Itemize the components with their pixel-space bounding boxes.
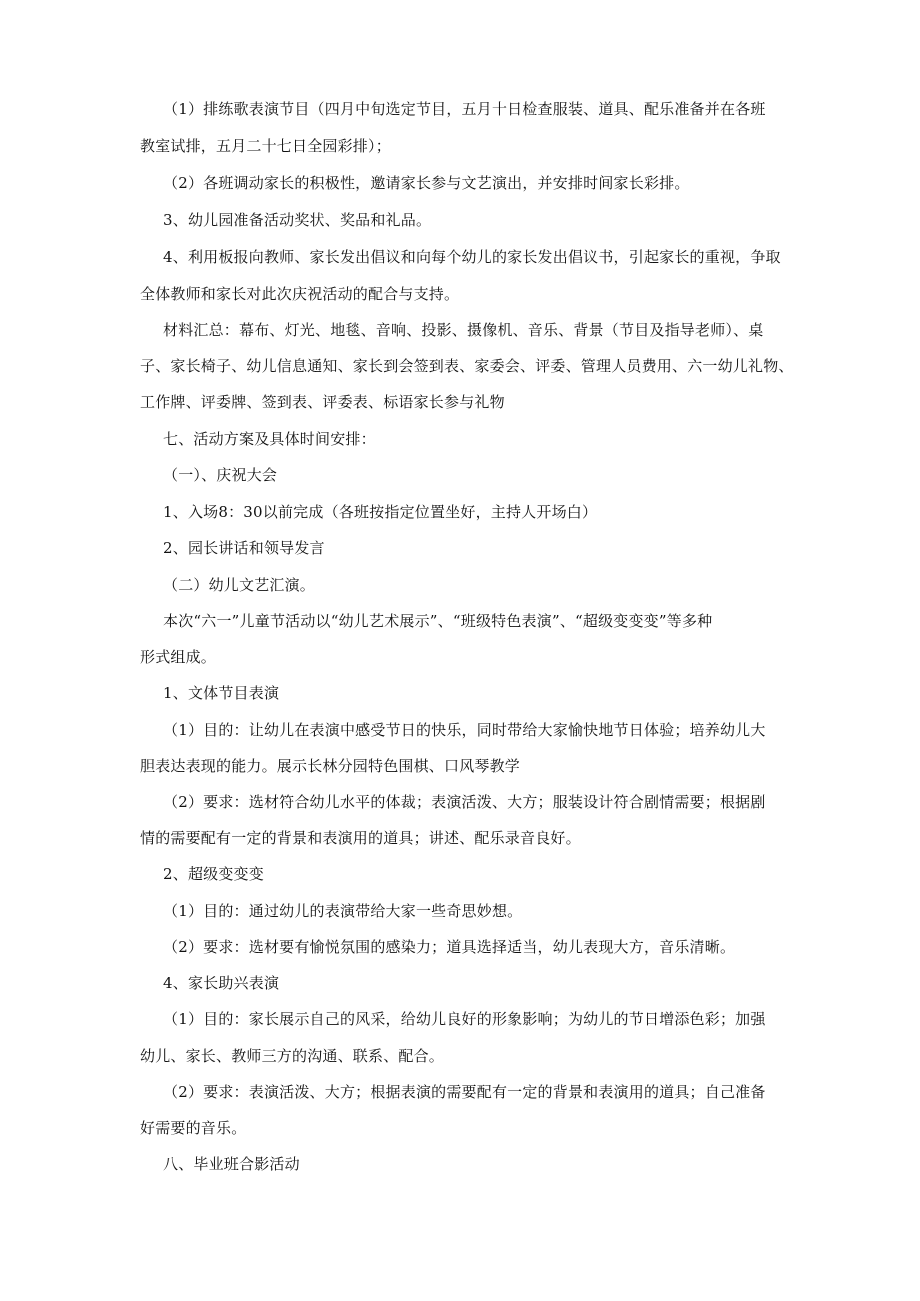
paragraph-awards: 3、幼儿园准备活动奖状、奖品和礼品。 — [163, 211, 432, 229]
paragraph-purpose1-line1: （1）目的：让幼儿在表演中感受节日的快乐，同时带给大家愉快地节日体验；培养幼儿大 — [163, 721, 766, 739]
paragraph-purpose1-line2: 胆表达表现的能力。展示长林分园特色围棋、口风琴教学 — [140, 757, 521, 775]
paragraph-requirement1-line2: 情的需要配有一定的背景和表演用的道具；讲述、配乐录音良好。 — [140, 829, 581, 847]
paragraph-materials-line1: 材料汇总：幕布、灯光、地毯、音响、投影、摄像机、音乐、背景（节目及指导老师）、桌 — [163, 321, 764, 339]
paragraph-entry: 1、入场8：30以前完成（各班按指定位置坐好，主持人开场白） — [163, 503, 598, 521]
section-heading-seven: 七、活动方案及具体时间安排： — [163, 430, 376, 448]
paragraph-requirement2: （2）要求：选材要有愉悦氛围的感染力；道具选择适当，幼儿表现大方，音乐清晰。 — [163, 938, 736, 956]
item-heading-parents-show: 4、家长助兴表演 — [163, 974, 280, 992]
paragraph-speech: 2、园长讲话和领导发言 — [163, 539, 325, 557]
paragraph-blackboard-line1: 4、利用板报向教师、家长发出倡议和向每个幼儿的家长发出倡议书，引起家长的重视，争取 — [163, 248, 781, 266]
paragraph-blackboard-line2: 全体教师和家长对此次庆祝活动的配合与支持。 — [140, 285, 460, 303]
section-heading-eight: 八、毕业班合影活动 — [163, 1155, 300, 1173]
paragraph-purpose2: （1）目的：通过幼儿的表演带给大家一些奇思妙想。 — [163, 902, 523, 920]
item-heading-show: 1、文体节目表演 — [163, 684, 280, 702]
paragraph-materials-line3: 工作牌、评委牌、签到表、评委表、标语家长参与礼物 — [140, 393, 505, 411]
item-heading-transform: 2、超级变变变 — [163, 865, 264, 883]
paragraph-purpose3-line1: （1）目的：家长展示自己的风采，给幼儿良好的形象影响；为幼儿的节日增添色彩；加强 — [163, 1010, 766, 1028]
paragraph-materials-line2: 子、家长椅子、幼儿信息通知、家长到会签到表、家委会、评委、管理人员费用、六一幼儿礼物、 — [140, 357, 794, 375]
paragraph-activity-line2: 形式组成。 — [140, 648, 217, 666]
paragraph-purpose3-line2: 幼儿、家长、教师三方的沟通、联系、配合。 — [140, 1047, 445, 1065]
paragraph-activity-line1: 本次“六一”儿童节活动以“幼儿艺术展示”、“班级特色表演”、“超级变变变”等多种 — [163, 612, 713, 630]
paragraph-rehearsal-line1: （1）排练歌表演节目（四月中旬选定节目，五月十日检查服装、道具、配乐准备并在各班 — [163, 100, 766, 118]
subsection-heading-celebration: （一）、庆祝大会 — [163, 466, 278, 484]
paragraph-requirement1-line1: （2）要求：选材符合幼儿水平的体裁；表演活泼、大方；服装设计符合剧情需要；根据剧 — [163, 793, 766, 811]
paragraph-requirement3-line1: （2）要求：表演活泼、大方；根据表演的需要配有一定的背景和表演用的道具；自己准备 — [163, 1083, 766, 1101]
paragraph-parents-rehearsal: （2）各班调动家长的积极性，邀请家长参与文艺演出，并安排时间家长彩排。 — [163, 174, 690, 192]
paragraph-requirement3-line2: 好需要的音乐。 — [140, 1119, 247, 1137]
subsection-heading-performance: （二）幼儿文艺汇演。 — [163, 576, 316, 594]
paragraph-rehearsal-line2: 教室试排，五月二十七日全园彩排）； — [140, 137, 391, 155]
